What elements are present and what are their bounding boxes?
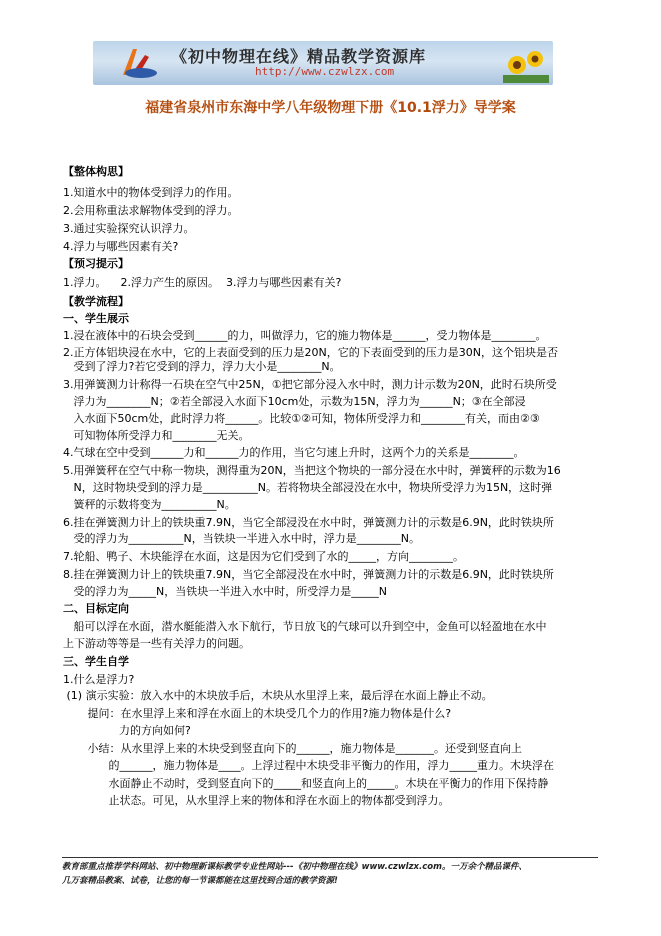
- text-line: 小结：从水里浮上来的木块受到竖直向下的______，施力物体是_______。还受到竖直向上: [63, 742, 522, 755]
- text-line: 5.用弹簧秤在空气中称一物块，测得重为20N，当把这个物块的一部分浸在水中时，弹簧秤的示数为16: [63, 464, 561, 477]
- text-line: 止状态。可见，从水里浮上来的物体和浮在水面上的物体都受到浮力。: [63, 794, 450, 807]
- text-line: 入水面下50cm处，此时浮力将______。比较①②可知，物体所受浮力和________有关，而由②③: [63, 412, 540, 425]
- text-line: 受的浮力为__________N，当铁块一半进入水中时，浮力是________N。: [63, 532, 420, 545]
- header-banner: [93, 41, 553, 85]
- document-title: 福建省泉州市东海中学八年级物理下册《10.1浮力》导学案: [145, 100, 516, 116]
- section-heading: 一、学生展示: [63, 312, 129, 325]
- section-heading: 【整体构思】: [63, 165, 129, 178]
- text-line: (1) 演示实验：放入水中的木块放手后，木块从水里浮上来，最后浮在水面上静止不动。: [63, 689, 493, 702]
- banner-title: 《初中物理在线》精品教学资源库: [171, 47, 427, 66]
- text-line: 力的方向如何?: [63, 724, 191, 737]
- section-heading: 【教学流程】: [63, 295, 129, 308]
- text-line: 簧秤的示数将变为__________N。: [63, 498, 236, 511]
- text-line: 8.挂在弹簧测力计上的铁块重7.9N，当它全部浸没在水中时，弹簧测力计的示数是6.9N，此时铁块所: [63, 568, 554, 581]
- section-heading: 【预习提示】: [63, 257, 129, 270]
- text-line: 2.会用称重法求解物体受到的浮力。: [63, 204, 239, 217]
- text-line: 船可以浮在水面，潜水艇能潜入水下航行，节日放飞的气球可以升到空中，金鱼可以轻盈地在水中: [63, 620, 547, 633]
- text-line: 3.用弹簧测力计称得一石块在空气中25N，①把它部分浸入水中时，测力计示数为20N，此时石块所受: [63, 378, 557, 391]
- text-line: N，这时物块受到的浮力是__________N。若将物块全部浸没在水中，物块所受浮力为15N，这时弹: [63, 481, 553, 494]
- footer-divider: [62, 857, 598, 858]
- text-line: 7.轮船、鸭子、木块能浮在水面，这是因为它们受到了水的_____，方向________。: [63, 550, 464, 563]
- text-line: 1.知道水中的物体受到浮力的作用。: [63, 186, 239, 199]
- text-line: 受的浮力为_____N，当铁块一半进入水中时，所受浮力是_____N: [63, 585, 387, 598]
- section-heading: 二、目标定向: [63, 602, 129, 615]
- text-line: 受到了浮力?若它受到的浮力，浮力大小是________N。: [63, 360, 341, 373]
- text-line: 4.浮力与哪些因素有关?: [63, 240, 179, 253]
- text-line: 1.浸在液体中的石块会受到______的力，叫做浮力，它的施力物体是______，受力物体是________。: [63, 329, 547, 342]
- text-line: 可知物体所受浮力和________无关。: [63, 429, 250, 442]
- text-line: 水面静止不动时，受到竖直向下的_____和竖直向上的_____。木块在平衡力的作用下保持静: [63, 777, 549, 790]
- text-line: 3.通过实验探究认识浮力。: [63, 222, 195, 235]
- sunflower-icon: [503, 45, 549, 83]
- section-heading: 三、学生自学: [63, 655, 129, 668]
- text-line: 的______，施力物体是____。上浮过程中木块受非平衡力的作用，浮力_____重力。木块浮在: [63, 759, 554, 772]
- logo-icon: [115, 45, 163, 81]
- footer-text: 教育部重点推荐学科网站、初中物理新课标教学专业性网站---《初中物理在线》www.czwlzx.com。一万余个精品课件、: [62, 862, 527, 872]
- text-line: 1.浮力。 2.浮力产生的原因。 3.浮力与哪些因素有关?: [63, 276, 342, 289]
- text-line: 2.正方体铝块浸在水中，它的上表面受到的压力是20N，它的下表面受到的压力是30N，这个铝块是否: [63, 346, 558, 359]
- text-line: 4.气球在空中受到______力和______力的作用，当它匀速上升时，这两个力的关系是________。: [63, 446, 525, 459]
- text-line: 上下游动等等是一些有关浮力的问题。: [63, 637, 250, 650]
- text-line: 6.挂在弹簧测力计上的铁块重7.9N，当它全部浸没在水中时，弹簧测力计的示数是6.9N，此时铁块所: [63, 516, 554, 529]
- text-line: 浮力为________N；②若全部浸入水面下10cm处，示数为15N，浮力为______N；③在全部浸: [63, 395, 526, 408]
- footer-text: 几万套精品教案、试卷，让您的每一节课都能在这里找到合适的教学资源!: [62, 876, 338, 886]
- banner-url: http://www.czwlzx.com: [255, 65, 395, 78]
- text-line: 提问：在水里浮上来和浮在水面上的木块受几个力的作用?施力物体是什么?: [63, 707, 452, 720]
- text-line: 1.什么是浮力?: [63, 673, 135, 686]
